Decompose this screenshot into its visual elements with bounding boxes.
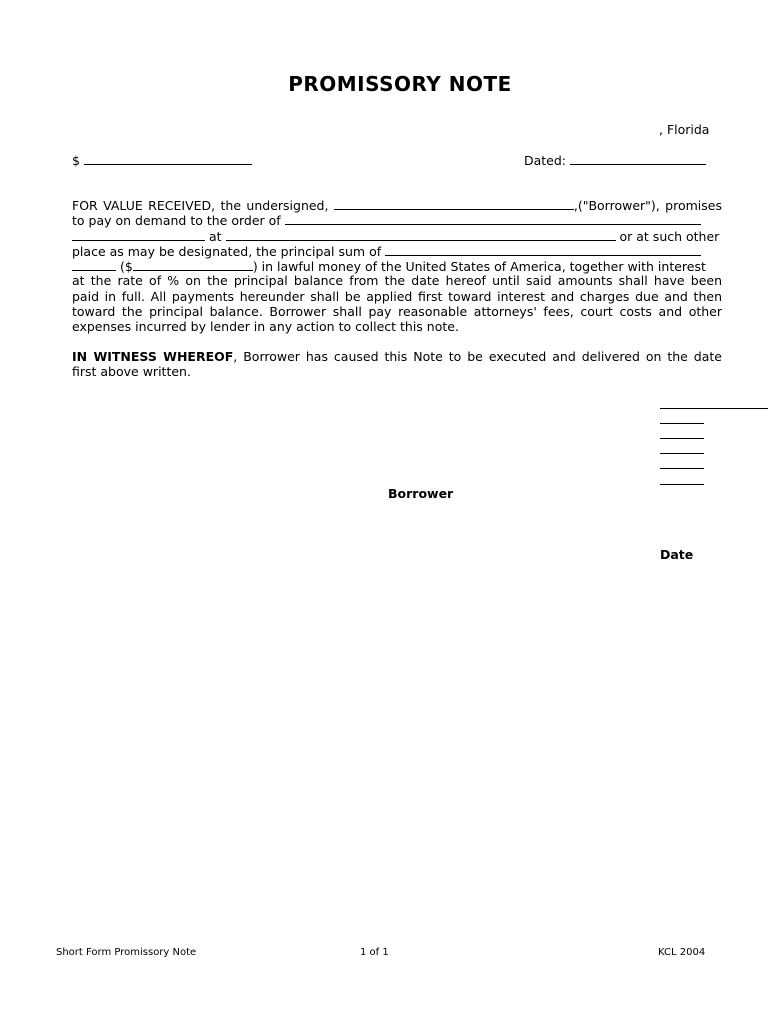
dated-blank <box>570 152 706 165</box>
payee-blank-2 <box>72 228 205 241</box>
witness-line-2: first above written. <box>72 364 191 380</box>
principal-amount-blank <box>133 258 253 271</box>
body-line-4: place as may be designated, the principal sum of <box>72 243 722 258</box>
body-line-1: FOR VALUE RECEIVED, the undersigned, ,("Borrower"), promises <box>72 198 722 213</box>
footer-page-number: 1 of 1 <box>360 947 389 958</box>
dollar-sign: $ <box>72 153 80 168</box>
amount-field <box>72 152 252 168</box>
borrower-label: Borrower <box>388 486 454 501</box>
body-line-2: to pay on demand to the order of <box>72 212 722 227</box>
body-paragraph <box>72 197 722 335</box>
witness-line-1: IN WITNESS WHEREOF, Borrower has caused this Note to be executed and delivered on the date <box>72 349 722 364</box>
signature-line-3 <box>660 438 704 439</box>
signature-line-1 <box>660 408 768 409</box>
signature-line-4 <box>660 453 704 454</box>
signature-line-6 <box>660 484 704 485</box>
body-line-3: at or at such other <box>72 228 722 243</box>
body-line-5: ($ ) in lawful money of the United States of America, together with interest <box>72 258 722 273</box>
payee-blank <box>285 212 701 225</box>
location-florida: , Florida <box>659 122 710 137</box>
dated-label: Dated: <box>524 153 567 168</box>
footer-right: KCL 2004 <box>658 947 706 958</box>
witness-paragraph <box>72 349 722 380</box>
amount-blank <box>84 152 252 165</box>
body-line-9: expenses incurred by lender in any action to collect this note. <box>72 319 459 335</box>
signature-line-5 <box>660 468 704 469</box>
dated-field <box>524 152 706 168</box>
footer-left: Short Form Promissory Note <box>56 947 197 958</box>
address-blank <box>226 228 616 241</box>
principal-words-blank <box>385 243 701 256</box>
date-label: Date <box>660 547 694 562</box>
body-line-8: toward the principal balance. Borrower shall pay reasonable attorneys' fees, court costs and other <box>72 304 722 320</box>
borrower-name-blank <box>334 197 574 210</box>
signature-line-2 <box>660 423 704 424</box>
body-line-6: at the rate of % on the principal balance from the date hereof until said amounts shall have been <box>72 273 722 289</box>
body-line-7: paid in full. All payments hereunder shall be applied first toward interest and charges due and then <box>72 288 722 304</box>
document-title: PROMISSORY NOTE <box>288 72 512 96</box>
principal-words-blank-2 <box>72 258 116 271</box>
